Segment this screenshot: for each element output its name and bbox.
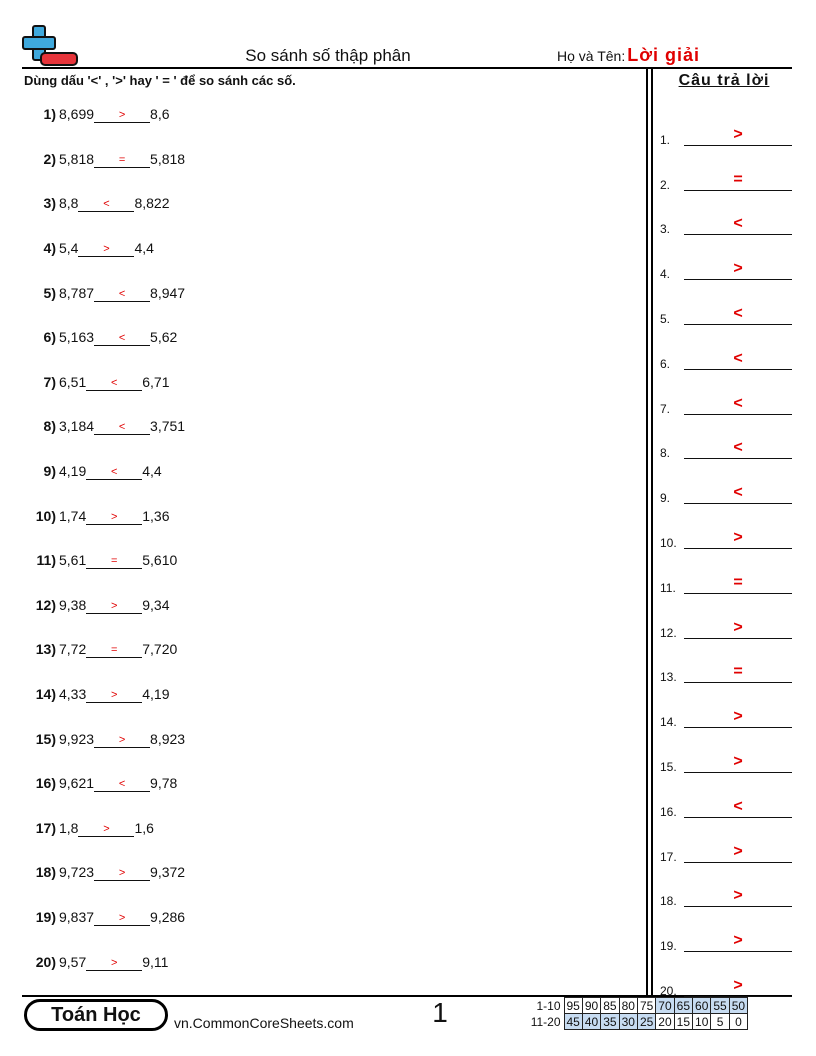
page-number: 1 <box>432 997 448 1028</box>
score-cell: 45 <box>564 1014 582 1030</box>
problem-row <box>22 92 622 137</box>
answer-number: 7. <box>660 401 671 416</box>
problem-row <box>22 895 622 940</box>
score-table <box>528 997 748 1030</box>
answer-line: > <box>684 843 792 863</box>
problem-number: 2) <box>43 150 56 167</box>
problem-row <box>22 360 622 405</box>
problem-left-value: 5,818 <box>59 150 95 167</box>
problem-row <box>22 270 622 315</box>
comparison-blank: > <box>94 867 150 881</box>
problem-row <box>22 181 622 226</box>
problem-number: 16) <box>35 775 56 792</box>
score-cell: 85 <box>601 998 619 1014</box>
score-cell: 25 <box>637 1014 655 1030</box>
comparison-blank: > <box>78 243 134 257</box>
answer-row <box>660 420 792 465</box>
problem-left-value: 4,33 <box>59 686 87 703</box>
score-cell: 60 <box>693 998 711 1014</box>
problem-right-value: 9,34 <box>142 596 170 613</box>
score-cell: 20 <box>656 1014 674 1030</box>
problem-row <box>22 939 622 984</box>
answer-row <box>660 912 792 957</box>
answer-row <box>660 151 792 196</box>
answer-row <box>660 823 792 868</box>
answer-number: 18. <box>660 894 677 909</box>
comparison-blank: < <box>78 198 134 212</box>
score-cell: 80 <box>619 998 637 1014</box>
problem-number: 1) <box>43 106 56 123</box>
site-url: vn.CommonCoreSheets.com <box>174 1015 354 1031</box>
answer-row <box>660 778 792 823</box>
answer-line: < <box>684 350 792 370</box>
problem-left-value: 5,61 <box>59 552 87 569</box>
problem-number: 11) <box>36 552 56 569</box>
problem-right-value: 9,286 <box>150 908 186 925</box>
score-row <box>528 1014 748 1030</box>
problem-right-value: 1,6 <box>134 819 154 836</box>
answer-number: 20. <box>660 983 677 998</box>
answer-line: < <box>684 395 792 415</box>
answer-line: = <box>684 663 792 683</box>
comparison-blank: < <box>94 778 150 792</box>
problem-right-value: 4,4 <box>134 240 154 257</box>
answer-row <box>660 688 792 733</box>
answer-line: < <box>684 215 792 235</box>
answer-line: = <box>684 171 792 191</box>
answer-number: 17. <box>660 849 677 864</box>
problem-row <box>22 449 622 494</box>
score-cell: 95 <box>564 998 582 1014</box>
comparison-blank: < <box>94 421 150 435</box>
answer-key-list <box>660 106 792 1002</box>
brand-badge: Toán Học <box>24 999 168 1031</box>
problem-left-value: 3,184 <box>59 418 95 435</box>
comparison-blank: < <box>94 288 150 302</box>
problem-left-value: 1,8 <box>59 819 79 836</box>
answer-row <box>660 868 792 913</box>
score-cell: 40 <box>582 1014 600 1030</box>
comparison-blank: = <box>86 555 142 569</box>
problem-number: 3) <box>43 195 56 212</box>
problem-row <box>22 583 622 628</box>
answer-line: = <box>684 574 792 594</box>
problem-row <box>22 672 622 717</box>
answer-row <box>660 644 792 689</box>
answer-row <box>660 957 792 1002</box>
problem-row <box>22 538 622 583</box>
answer-number: 3. <box>660 222 671 237</box>
problem-left-value: 8,8 <box>59 195 79 212</box>
answer-number: 5. <box>660 311 671 326</box>
problem-left-value: 4,19 <box>59 463 87 480</box>
answer-row <box>660 599 792 644</box>
problem-row <box>22 716 622 761</box>
problem-row <box>22 493 622 538</box>
score-cell: 35 <box>601 1014 619 1030</box>
answer-number: 8. <box>660 446 671 461</box>
problem-right-value: 1,36 <box>142 507 170 524</box>
problem-right-value: 8,822 <box>134 195 170 212</box>
column-divider-right <box>651 69 653 995</box>
score-cell: 65 <box>674 998 692 1014</box>
problem-right-value: 8,947 <box>150 284 186 301</box>
score-row-label: 11-20 <box>530 1014 561 1029</box>
answer-row <box>660 375 792 420</box>
answer-number: 1. <box>660 132 671 147</box>
problem-number: 10) <box>35 507 56 524</box>
answer-number: 4. <box>660 267 671 282</box>
problem-left-value: 9,723 <box>59 864 95 881</box>
answer-number: 14. <box>660 715 677 730</box>
comparison-blank: > <box>86 689 142 703</box>
problem-left-value: 6,51 <box>59 373 87 390</box>
score-cell: 75 <box>637 998 655 1014</box>
problem-number: 7) <box>43 373 56 390</box>
problem-number: 6) <box>43 329 56 346</box>
answer-row <box>660 330 792 375</box>
problem-number: 14) <box>35 686 56 703</box>
worksheet-title: So sánh số thập phân <box>245 46 411 65</box>
problem-number: 17) <box>35 819 56 836</box>
score-row-label: 1-10 <box>536 998 561 1013</box>
problem-right-value: 6,71 <box>142 373 170 390</box>
problem-number: 5) <box>43 284 56 301</box>
column-divider-left <box>646 69 648 995</box>
problem-left-value: 8,787 <box>59 284 95 301</box>
answer-row <box>660 733 792 778</box>
problem-right-value: 4,19 <box>142 686 170 703</box>
problem-right-value: 7,720 <box>142 641 178 658</box>
answer-number: 11. <box>660 580 676 595</box>
problem-left-value: 9,923 <box>59 730 95 747</box>
answer-row <box>660 106 792 151</box>
problem-right-value: 5,62 <box>150 329 178 346</box>
comparison-blank: = <box>86 644 142 658</box>
answer-number: 15. <box>660 759 677 774</box>
problem-number: 9) <box>43 463 56 480</box>
score-cell: 5 <box>711 1014 729 1030</box>
comparison-blank: < <box>94 332 150 346</box>
answer-number: 19. <box>660 939 677 954</box>
comparison-blank: < <box>86 466 142 480</box>
answer-row <box>660 240 792 285</box>
problem-row <box>22 404 622 449</box>
score-cell: 10 <box>693 1014 711 1030</box>
problem-right-value: 8,923 <box>150 730 186 747</box>
answer-line: > <box>684 126 792 146</box>
problem-right-value: 4,4 <box>142 463 162 480</box>
problem-right-value: 9,372 <box>150 864 186 881</box>
score-cell: 70 <box>656 998 674 1014</box>
score-cell: 30 <box>619 1014 637 1030</box>
answer-line: < <box>684 484 792 504</box>
problem-number: 8) <box>43 418 56 435</box>
comparison-blank: > <box>94 734 150 748</box>
comparison-blank: > <box>94 912 150 926</box>
comparison-blank: > <box>78 823 134 837</box>
problem-right-value: 5,818 <box>150 150 186 167</box>
score-cell: 90 <box>582 998 600 1014</box>
answer-number: 2. <box>660 177 671 192</box>
header-divider <box>22 67 792 69</box>
problem-number: 20) <box>35 953 56 970</box>
score-row <box>528 998 748 1014</box>
name-value: Lời giải <box>627 45 701 65</box>
problem-left-value: 5,4 <box>59 240 79 257</box>
answer-line: > <box>684 529 792 549</box>
answer-line: < <box>684 305 792 325</box>
comparison-blank: < <box>86 377 142 391</box>
score-cell: 15 <box>674 1014 692 1030</box>
problem-left-value: 9,837 <box>59 908 95 925</box>
problem-number: 12) <box>35 596 56 613</box>
answer-line: > <box>684 708 792 728</box>
answer-number: 16. <box>660 804 677 819</box>
problem-number: 15) <box>35 730 56 747</box>
problem-left-value: 9,38 <box>59 596 87 613</box>
problem-number: 18) <box>35 864 56 881</box>
score-cell: 55 <box>711 998 729 1014</box>
answer-line: > <box>684 977 792 997</box>
problem-right-value: 3,751 <box>150 418 186 435</box>
name-field <box>557 45 700 66</box>
comparison-blank: = <box>94 154 150 168</box>
comparison-blank: > <box>94 109 150 123</box>
problem-row <box>22 226 622 271</box>
problem-number: 4) <box>43 240 56 257</box>
problem-list <box>22 92 622 984</box>
comparison-blank: > <box>86 511 142 525</box>
problem-right-value: 9,11 <box>142 953 169 970</box>
problem-left-value: 9,621 <box>59 775 95 792</box>
answer-number: 9. <box>660 491 671 506</box>
answer-line: > <box>684 260 792 280</box>
problem-row <box>22 315 622 360</box>
name-label: Họ và Tên: <box>557 48 626 64</box>
problem-left-value: 1,74 <box>59 507 87 524</box>
answer-row <box>660 285 792 330</box>
answer-line: < <box>684 439 792 459</box>
problem-right-value: 9,78 <box>150 775 178 792</box>
problem-left-value: 8,699 <box>59 106 95 123</box>
score-cell: 0 <box>729 1014 747 1030</box>
answer-row <box>660 464 792 509</box>
answers-title: Câu trả lời <box>678 72 770 89</box>
problem-left-value: 5,163 <box>59 329 95 346</box>
score-cell: 50 <box>729 998 747 1014</box>
answer-line: > <box>684 619 792 639</box>
problem-row <box>22 627 622 672</box>
problem-row <box>22 850 622 895</box>
problem-right-value: 5,610 <box>142 552 178 569</box>
problem-right-value: 8,6 <box>150 106 170 123</box>
answer-number: 6. <box>660 356 671 371</box>
answer-line: > <box>684 753 792 773</box>
answer-row <box>660 509 792 554</box>
answer-row <box>660 554 792 599</box>
answer-number: 13. <box>660 670 677 685</box>
problem-left-value: 7,72 <box>59 641 87 658</box>
answer-row <box>660 196 792 241</box>
problem-row <box>22 137 622 182</box>
problem-number: 13) <box>35 641 56 658</box>
answer-line: > <box>684 887 792 907</box>
problem-row <box>22 761 622 806</box>
answer-line: < <box>684 798 792 818</box>
problem-row <box>22 806 622 851</box>
answer-number: 12. <box>660 625 677 640</box>
problem-left-value: 9,57 <box>59 953 87 970</box>
instructions: Dùng dấu '<' , '>' hay ' = ' để so sánh các số. <box>24 73 296 88</box>
comparison-blank: > <box>86 957 142 971</box>
answer-line: > <box>684 932 792 952</box>
problem-number: 19) <box>35 908 56 925</box>
comparison-blank: > <box>86 600 142 614</box>
answer-number: 10. <box>660 535 677 550</box>
